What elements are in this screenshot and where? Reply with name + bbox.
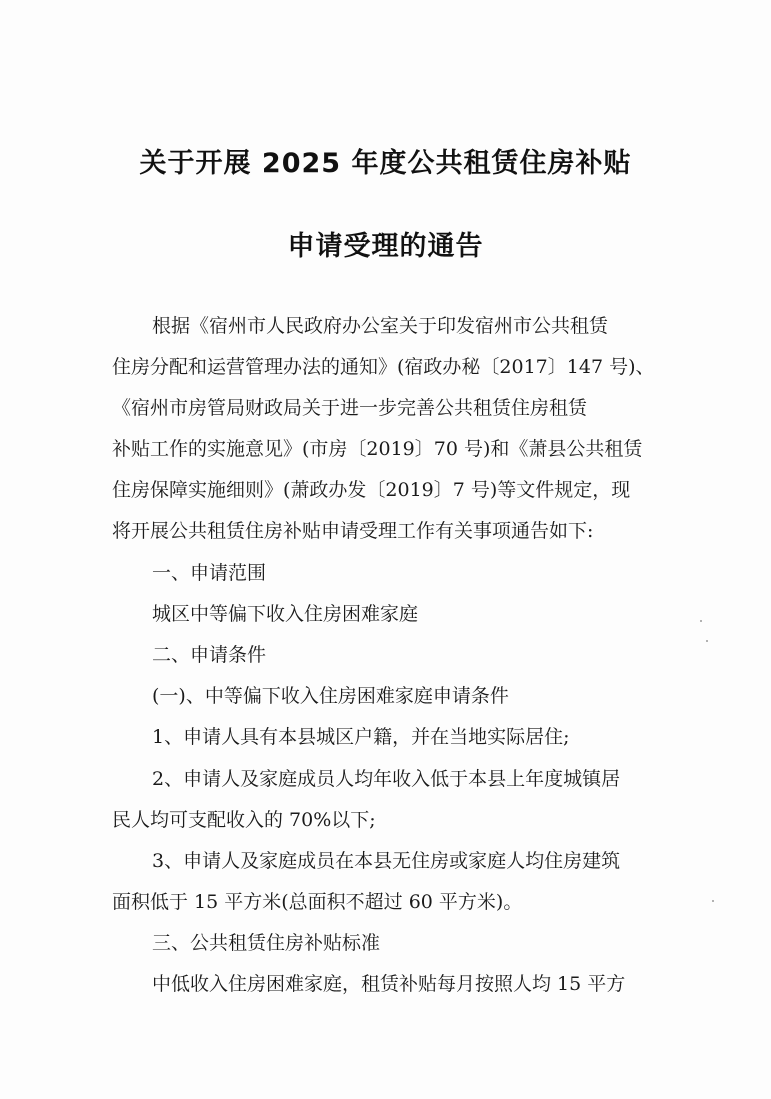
body-line: 将开展公共租赁住房补贴申请受理工作有关事项通告如下: xyxy=(112,520,594,542)
body-line: 根据《宿州市人民政府办公室关于印发宿州市公共租赁 xyxy=(152,315,609,337)
subsection-heading: (一)、中等偏下收入住房困难家庭申请条件 xyxy=(152,685,509,707)
scan-speck xyxy=(712,900,714,902)
condition-item-3: 3、申请人及家庭成员在本县无住房或家庭人均住房建筑 xyxy=(152,850,621,872)
body-line: 《宿州市房管局财政局关于进一步完善公共租赁住房租赁 xyxy=(112,397,588,419)
body-line: 住房保障实施细则》(萧政办发〔2019〕7 号)等文件规定，现 xyxy=(112,479,631,501)
body-line: 城区中等偏下收入住房困难家庭 xyxy=(152,603,419,625)
body-line: 住房分配和运营管理办法的通知》(宿政办秘〔2017〕147 号)、 xyxy=(112,356,655,378)
section-heading-standard: 三、公共租赁住房补贴标准 xyxy=(152,932,381,954)
body-line: 民人均可支配收入的 70%以下; xyxy=(112,809,376,831)
condition-item-1: 1、申请人具有本县城区户籍，并在当地实际居住; xyxy=(152,726,570,748)
scan-speck xyxy=(700,620,702,622)
section-heading-scope: 一、申请范围 xyxy=(152,562,267,584)
section-heading-conditions: 二、申请条件 xyxy=(152,644,267,666)
condition-item-2: 2、申请人及家庭成员人均年收入低于本县上年度城镇居 xyxy=(152,768,621,790)
body-line: 面积低于 15 平方米(总面积不超过 60 平方米)。 xyxy=(112,891,523,913)
body-line: 中低收入住房困难家庭，租赁补贴每月按照人均 15 平方 xyxy=(152,973,626,995)
scan-speck xyxy=(706,640,708,642)
notice-title-line-1: 关于开展 2025 年度公共租赁住房补贴 xyxy=(139,148,632,179)
notice-title-line-2: 申请受理的通告 xyxy=(287,231,484,262)
body-line: 补贴工作的实施意见》(市房〔2019〕70 号)和《萧县公共租赁 xyxy=(112,438,643,460)
